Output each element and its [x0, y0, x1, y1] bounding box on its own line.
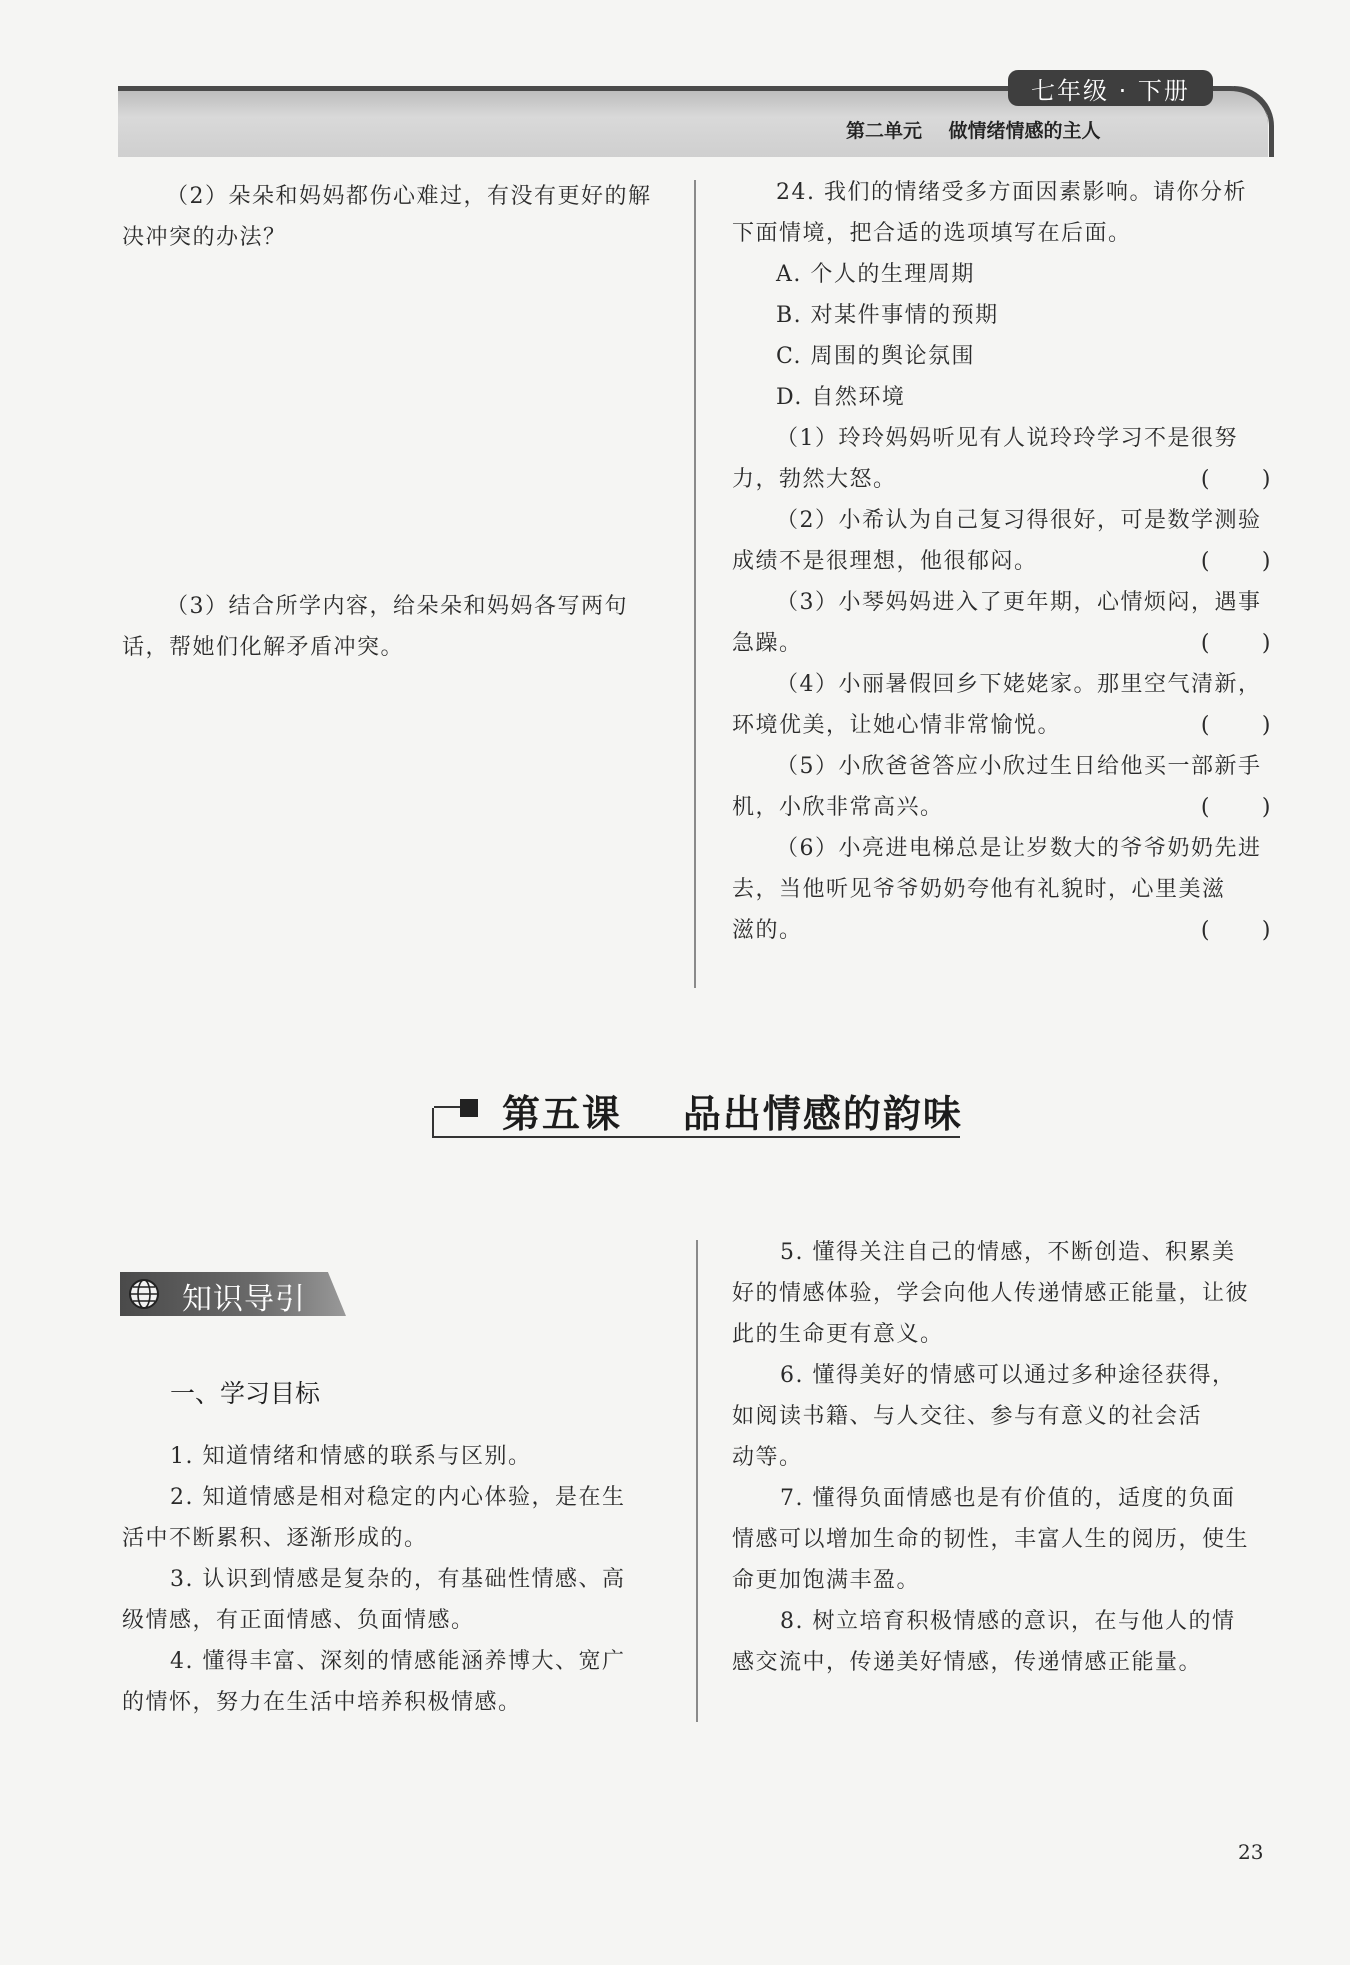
q24-item-6-line-2: 去，当他听见爷爷奶奶夸他有礼貌时，心里美滋 [732, 877, 1226, 902]
lesson-title-block [432, 1083, 963, 1139]
goal-5-line-1: 5. 懂得关注自己的情感，不断创造、积累美 [780, 1240, 1236, 1265]
q24-item-5-line-1: （5）小欣爸爸答应小欣过生日给他买一部新手 [776, 754, 1262, 779]
learning-goals-left [122, 1436, 662, 1723]
goal-1: 1. 知道情绪和情感的联系与区别。 [170, 1444, 532, 1469]
q24-stem-line-1: 24. 我们的情绪受多方面因素影响。请你分析 [776, 180, 1247, 205]
answer-blank-4[interactable]: ( ) [1200, 713, 1272, 738]
lesson-title: 第五课 品出情感的韵味 [502, 1091, 963, 1136]
goal-2-line-2: 活中不断累积、逐渐形成的。 [122, 1526, 428, 1551]
q24-option-d: D. 自然环境 [776, 385, 906, 410]
question-2 [122, 176, 660, 258]
goal-4-line-2: 的情怀，努力在生活中培养积极情感。 [122, 1690, 522, 1715]
q24-option-a: A. 个人的生理周期 [776, 262, 975, 287]
knowledge-guide-badge [120, 1272, 346, 1316]
question-3 [122, 586, 660, 668]
goal-5-line-2: 好的情感体验，学会向他人传递情感正能量，让彼 [732, 1281, 1250, 1306]
q24-item-1-line-2: 力，勃然大怒。 ( ) [732, 459, 1272, 500]
goal-6-line-2: 如阅读书籍、与人交往、参与有意义的社会活 [732, 1404, 1203, 1429]
goal-8-line-2: 感交流中，传递美好情感，传递情感正能量。 [732, 1650, 1203, 1675]
q24-item-4-line-1: （4）小丽暑假回乡下姥姥家。那里空气清新， [776, 672, 1262, 697]
q24-option-b: B. 对某件事情的预期 [776, 303, 999, 328]
answer-blank-2[interactable]: ( ) [1200, 549, 1272, 574]
question-3-line-1: （3）结合所学内容，给朵朵和妈妈各写两句 [166, 594, 628, 619]
goal-3-line-2: 级情感，有正面情感、负面情感。 [122, 1608, 475, 1633]
goal-2-line-1: 2. 知道情感是相对稳定的内心体验，是在生 [170, 1485, 626, 1510]
goal-3-line-1: 3. 认识到情感是复杂的，有基础性情感、高 [170, 1567, 626, 1592]
column-divider-bottom [696, 1240, 698, 1722]
q24-item-6-line-1: （6）小亮进电梯总是让岁数大的爷爷奶奶先进 [776, 836, 1262, 861]
q24-item-3-line-2: 急躁。 ( ) [732, 623, 1272, 664]
goal-7-line-1: 7. 懂得负面情感也是有价值的，适度的负面 [780, 1486, 1236, 1511]
goal-7-line-3: 命更加饱满丰盈。 [732, 1568, 921, 1593]
q24-item-1-line-1: （1）玲玲妈妈听见有人说玲玲学习不是很努 [776, 426, 1238, 451]
learning-goals-heading: 一、学习目标 [170, 1379, 321, 1408]
answer-blank-5[interactable]: ( ) [1200, 795, 1272, 820]
question-2-line-2: 决冲突的办法？ [122, 225, 287, 250]
goal-4-line-1: 4. 懂得丰富、深刻的情感能涵养博大、宽广 [170, 1649, 626, 1674]
question-24 [732, 172, 1272, 951]
goal-7-line-2: 情感可以增加生命的韧性，丰富人生的阅历，使生 [732, 1527, 1250, 1552]
q24-item-2-line-2: 成绩不是很理想，他很郁闷。 ( ) [732, 541, 1272, 582]
question-3-line-2: 话，帮她们化解矛盾冲突。 [122, 635, 405, 660]
q24-item-6-line-3: 滋的。 ( ) [732, 910, 1272, 951]
question-2-line-1: （2）朵朵和妈妈都伤心难过，有没有更好的解 [166, 184, 652, 209]
page-number: 23 [1238, 1840, 1264, 1864]
goal-8-line-1: 8. 树立培育积极情感的意识，在与他人的情 [780, 1609, 1236, 1634]
goal-6-line-1: 6. 懂得美好的情感可以通过多种途径获得， [780, 1363, 1236, 1388]
q24-stem-line-2: 下面情境，把合适的选项填写在后面。 [732, 221, 1132, 246]
badge-label: 知识导引 [182, 1282, 306, 1317]
q24-item-2-line-1: （2）小希认为自己复习得很好，可是数学测验 [776, 508, 1262, 533]
answer-blank-1[interactable]: ( ) [1200, 467, 1272, 492]
unit-title: 第二单元 做情绪情感的主人 [846, 120, 1101, 142]
q24-item-3-line-1: （3）小琴妈妈进入了更年期，心情烦闷，遇事 [776, 590, 1262, 615]
answer-blank-6[interactable]: ( ) [1200, 918, 1272, 943]
lesson-title-square-icon [460, 1099, 478, 1117]
answer-blank-3[interactable]: ( ) [1200, 631, 1272, 656]
q24-item-4-line-2: 环境优美，让她心情非常愉悦。 ( ) [732, 705, 1272, 746]
learning-goals-right [732, 1232, 1272, 1683]
grade-tab: 七年级 · 下册 [1008, 70, 1213, 106]
goal-5-line-3: 此的生命更有意义。 [732, 1322, 944, 1347]
q24-item-5-line-2: 机，小欣非常高兴。 ( ) [732, 787, 1272, 828]
column-divider-top [694, 180, 696, 988]
q24-option-c: C. 周围的舆论氛围 [776, 344, 976, 369]
goal-6-line-3: 动等。 [732, 1445, 803, 1470]
globe-icon [128, 1278, 160, 1310]
